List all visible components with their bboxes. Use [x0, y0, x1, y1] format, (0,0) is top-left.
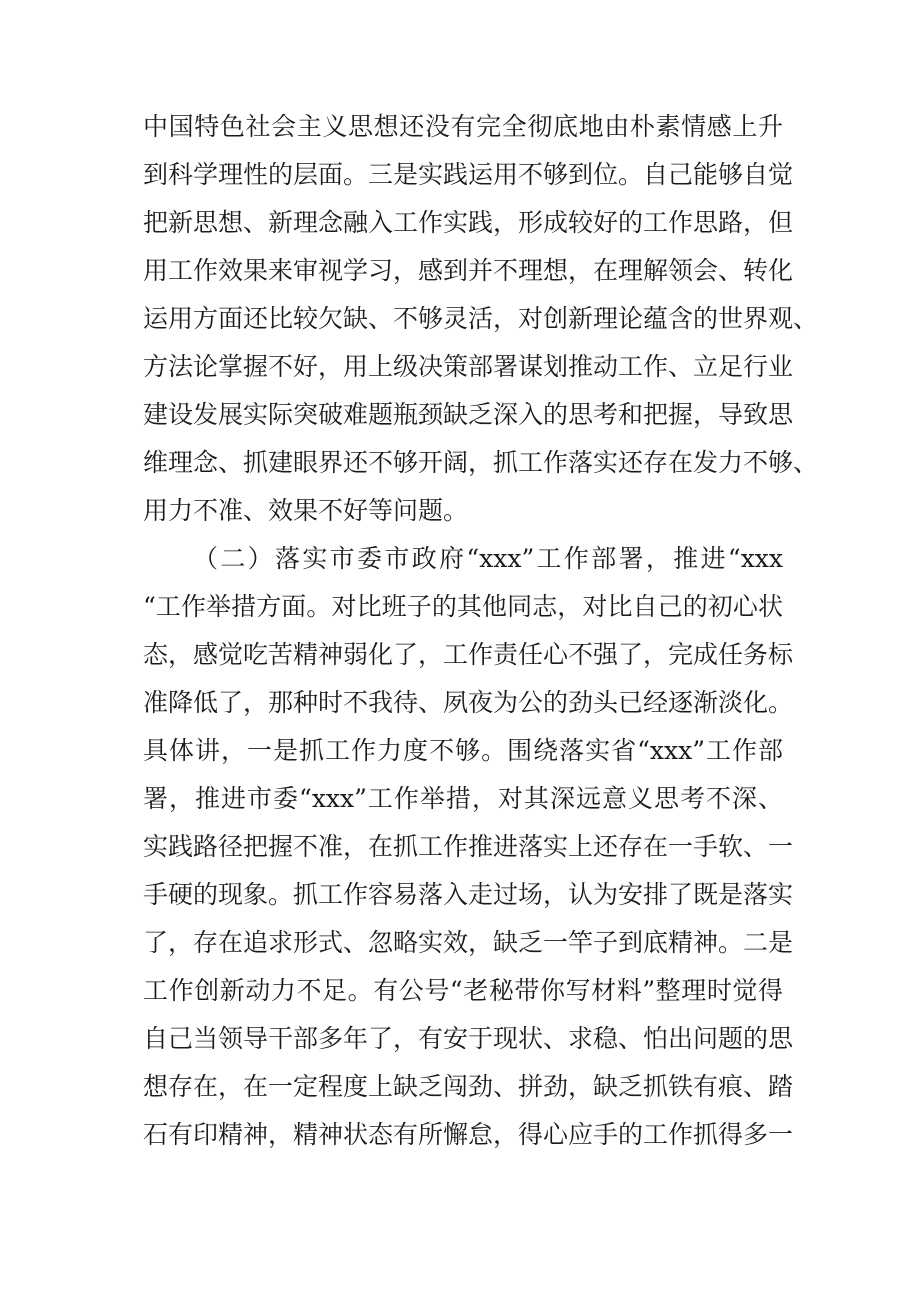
text-line: 石有印精神，精神状态有所懈怠，得心应手的工作抓得多一	[143, 1120, 794, 1149]
section-heading-line: （二）落实市委市政府“xxx”工作部署，推进“xxx	[193, 544, 783, 573]
text-line: 维理念、抓建眼界还不够开阔，抓工作落实还存在发力不够、	[143, 448, 819, 477]
text-line: 用力不准、效果不好等问题。	[143, 496, 469, 525]
body-text	[143, 103, 819, 1159]
text-line: “工作举措方面。对比班子的其他同志，对比自己的初心状	[143, 592, 783, 621]
text-line: 态，感觉吃苦精神弱化了，工作责任心不强了，完成任务标	[143, 640, 794, 669]
text-line: 准降低了，那种时不我待、夙夜为公的劲头已经逐渐淡化。	[143, 688, 794, 717]
text-line: 运用方面还比较欠缺、不够灵活，对创新理论蕴含的世界观、	[143, 304, 819, 333]
text-line: 把新思想、新理念融入工作实践，形成较好的工作思路，但	[143, 208, 794, 237]
text-line: 用工作效果来审视学习，感到并不理想，在理解领会、转化	[143, 256, 794, 285]
text-line: 想存在，在一定程度上缺乏闯劲、拼劲，缺乏抓铁有痕、踏	[143, 1072, 794, 1101]
text-line: 建设发展实际突破难题瓶颈缺乏深入的思考和把握，导致思	[143, 400, 794, 429]
text-line: 署，推进市委“xxx”工作举措，对其深远意义思考不深、	[143, 784, 783, 813]
text-line: 实践路径把握不准，在抓工作推进落实上还存在一手软、一	[143, 832, 794, 861]
text-line: 了，存在追求形式、忽略实效，缺乏一竿子到底精神。二是	[143, 928, 794, 957]
text-line: 自己当领导干部多年了，有安于现状、求稳、怕出问题的思	[143, 1024, 794, 1053]
text-line: 到科学理性的层面。三是实践运用不够到位。自己能够自觉	[143, 160, 794, 189]
text-line: 中国特色社会主义思想还没有完全彻底地由朴素情感上升	[143, 112, 783, 141]
text-line: 具体讲，一是抓工作力度不够。围绕落实省“xxx”工作部	[143, 736, 783, 765]
text-line: 方法论掌握不好，用上级决策部署谋划推动工作、立足行业	[143, 352, 794, 381]
text-line: 工作创新动力不足。有公号“老秘带你写材料”整理时觉得	[143, 976, 783, 1005]
text-line: 手硬的现象。抓工作容易落入走过场，认为安排了既是落实	[143, 880, 794, 909]
